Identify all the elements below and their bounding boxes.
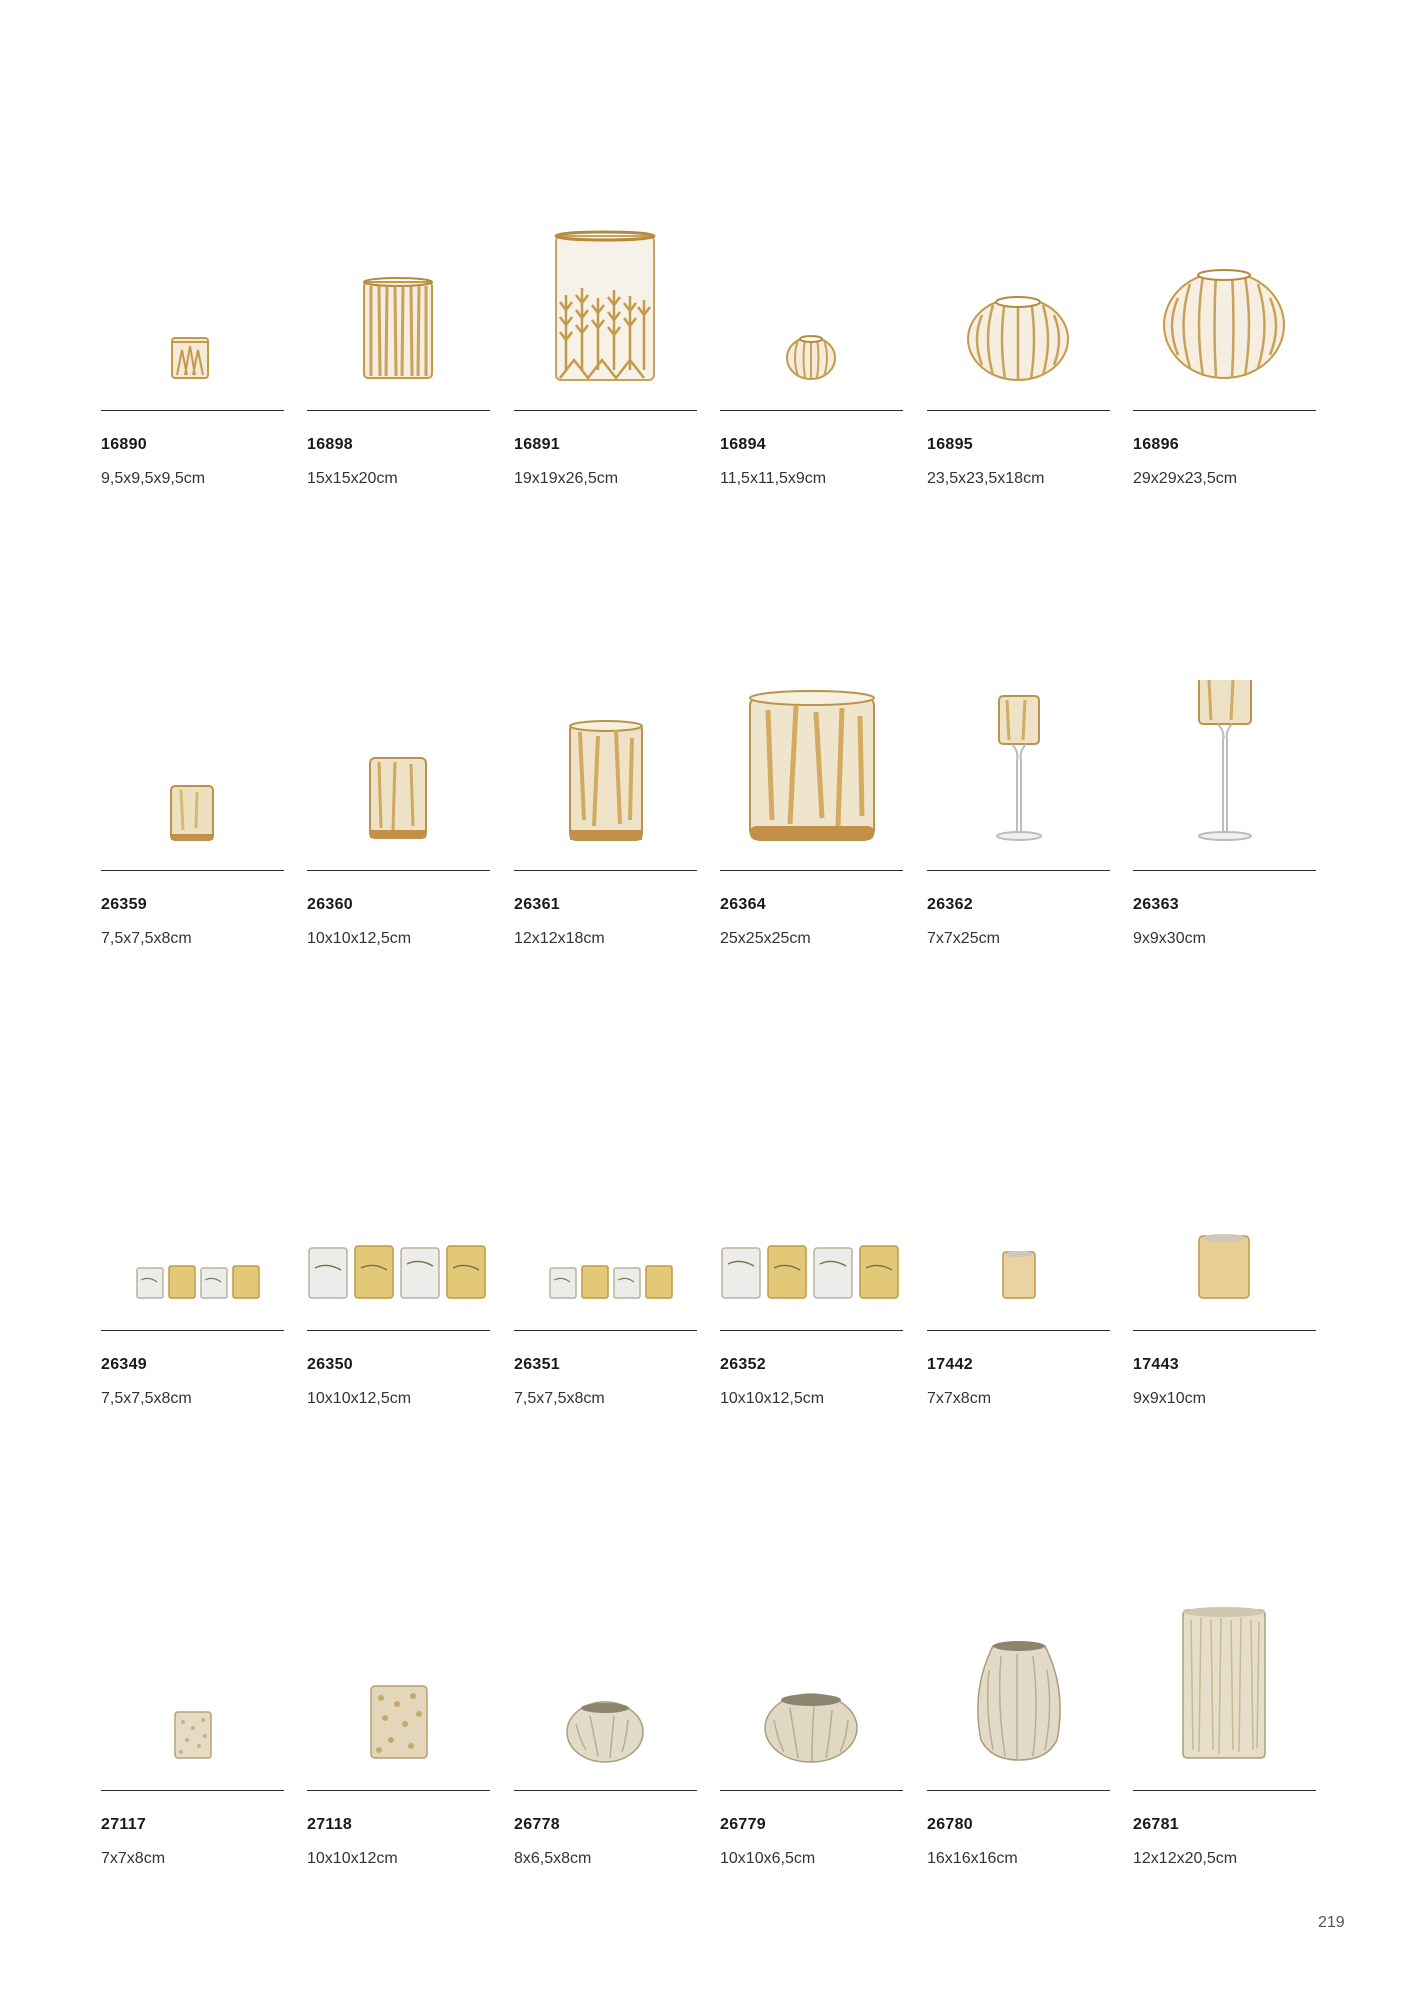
product-dimensions: 9,5x9,5x9,5cm (101, 470, 206, 487)
product-code: 26363 (1133, 896, 1179, 913)
divider (101, 1790, 284, 1791)
gold-votive-large-icon (1133, 1140, 1316, 1330)
divider (514, 410, 697, 411)
divider (307, 1790, 490, 1791)
votive-set-of-four-small-icon (514, 1140, 697, 1330)
product-dimensions: 9x9x10cm (1133, 1390, 1206, 1407)
gold-tree-tealight-holder-icon (101, 220, 284, 410)
product-code: 26352 (720, 1356, 766, 1373)
page-number: 219 (1318, 1914, 1345, 1931)
divider (307, 410, 490, 411)
product-dimensions: 19x19x26,5cm (514, 470, 619, 487)
ribbed-glass-globe-small-icon (720, 220, 903, 410)
product-code: 16895 (927, 436, 973, 453)
product-code: 16896 (1133, 436, 1179, 453)
divider (101, 410, 284, 411)
textured-gold-votive-large-icon (307, 1600, 490, 1790)
divider (720, 1330, 903, 1331)
divider (101, 870, 284, 871)
product-dimensions: 7,5x7,5x8cm (514, 1390, 605, 1407)
divider (927, 870, 1110, 871)
votive-set-of-four-large-icon (720, 1140, 903, 1330)
product-dimensions: 11,5x11,5x9cm (720, 470, 827, 487)
divider (720, 1790, 903, 1791)
product-code: 17442 (927, 1356, 973, 1373)
product-code: 26350 (307, 1356, 353, 1373)
product-code: 27117 (101, 1816, 147, 1833)
votive-set-of-four-small-icon (101, 1140, 284, 1330)
product-code: 17443 (1133, 1356, 1179, 1373)
product-dimensions: 7,5x7,5x8cm (101, 930, 192, 947)
divider (307, 1330, 490, 1331)
divider (514, 870, 697, 871)
product-code: 26780 (927, 1816, 973, 1833)
ribbed-glass-globe-medium-icon (927, 220, 1110, 410)
divider (514, 1790, 697, 1791)
product-code: 16898 (307, 436, 353, 453)
product-dimensions: 10x10x12,5cm (720, 1390, 825, 1407)
product-dimensions: 12x12x18cm (514, 930, 605, 947)
product-code: 26778 (514, 1816, 560, 1833)
gold-stemmed-candle-holder-small-icon (927, 680, 1110, 870)
gold-mercury-hurricane-icon (514, 680, 697, 870)
gold-mercury-votive-small-icon (101, 680, 284, 870)
ribbed-glass-globe-large-icon (1133, 220, 1316, 410)
divider (927, 410, 1110, 411)
gold-votive-small-icon (927, 1140, 1110, 1330)
divider (1133, 410, 1316, 411)
product-dimensions: 8x6,5x8cm (514, 1850, 592, 1867)
gold-stemmed-candle-holder-large-icon (1133, 680, 1316, 870)
divider (514, 1330, 697, 1331)
divider (720, 870, 903, 871)
gold-striped-hurricane-icon (307, 220, 490, 410)
divider (101, 1330, 284, 1331)
product-dimensions: 7,5x7,5x8cm (101, 1390, 192, 1407)
divider (927, 1330, 1110, 1331)
product-dimensions: 10x10x6,5cm (720, 1850, 816, 1867)
product-dimensions: 7x7x8cm (101, 1850, 166, 1867)
product-code: 27118 (307, 1816, 353, 1833)
product-dimensions: 16x16x16cm (927, 1850, 1018, 1867)
product-dimensions: 25x25x25cm (720, 930, 811, 947)
product-dimensions: 7x7x25cm (927, 930, 1000, 947)
votive-set-of-four-large-icon (307, 1140, 490, 1330)
product-code: 26364 (720, 896, 766, 913)
product-dimensions: 29x29x23,5cm (1133, 470, 1238, 487)
champagne-bowl-large-icon (720, 1600, 903, 1790)
divider (1133, 1790, 1316, 1791)
product-code: 26362 (927, 896, 973, 913)
textured-gold-votive-small-icon (101, 1600, 284, 1790)
product-dimensions: 23,5x23,5x18cm (927, 470, 1045, 487)
product-dimensions: 10x10x12,5cm (307, 1390, 412, 1407)
product-code: 26360 (307, 896, 353, 913)
champagne-bowl-small-icon (514, 1600, 697, 1790)
gold-mercury-wide-hurricane-icon (720, 680, 903, 870)
gold-mercury-votive-medium-icon (307, 680, 490, 870)
product-code: 26349 (101, 1356, 147, 1373)
product-code: 16894 (720, 436, 766, 453)
product-dimensions: 7x7x8cm (927, 1390, 992, 1407)
champagne-vase-icon (927, 1600, 1110, 1790)
divider (1133, 1330, 1316, 1331)
divider (720, 410, 903, 411)
product-code: 26361 (514, 896, 560, 913)
product-dimensions: 12x12x20,5cm (1133, 1850, 1238, 1867)
product-code: 16891 (514, 436, 560, 453)
product-code: 26359 (101, 896, 147, 913)
product-dimensions: 10x10x12cm (307, 1850, 398, 1867)
divider (927, 1790, 1110, 1791)
product-dimensions: 15x15x20cm (307, 470, 398, 487)
divider (307, 870, 490, 871)
product-code: 26781 (1133, 1816, 1179, 1833)
divider (1133, 870, 1316, 871)
product-code: 26779 (720, 1816, 766, 1833)
product-code: 16890 (101, 436, 147, 453)
product-dimensions: 10x10x12,5cm (307, 930, 412, 947)
product-dimensions: 9x9x30cm (1133, 930, 1206, 947)
gold-wheat-hurricane-icon (514, 220, 697, 410)
champagne-tall-vase-icon (1133, 1600, 1316, 1790)
product-code: 26351 (514, 1356, 560, 1373)
